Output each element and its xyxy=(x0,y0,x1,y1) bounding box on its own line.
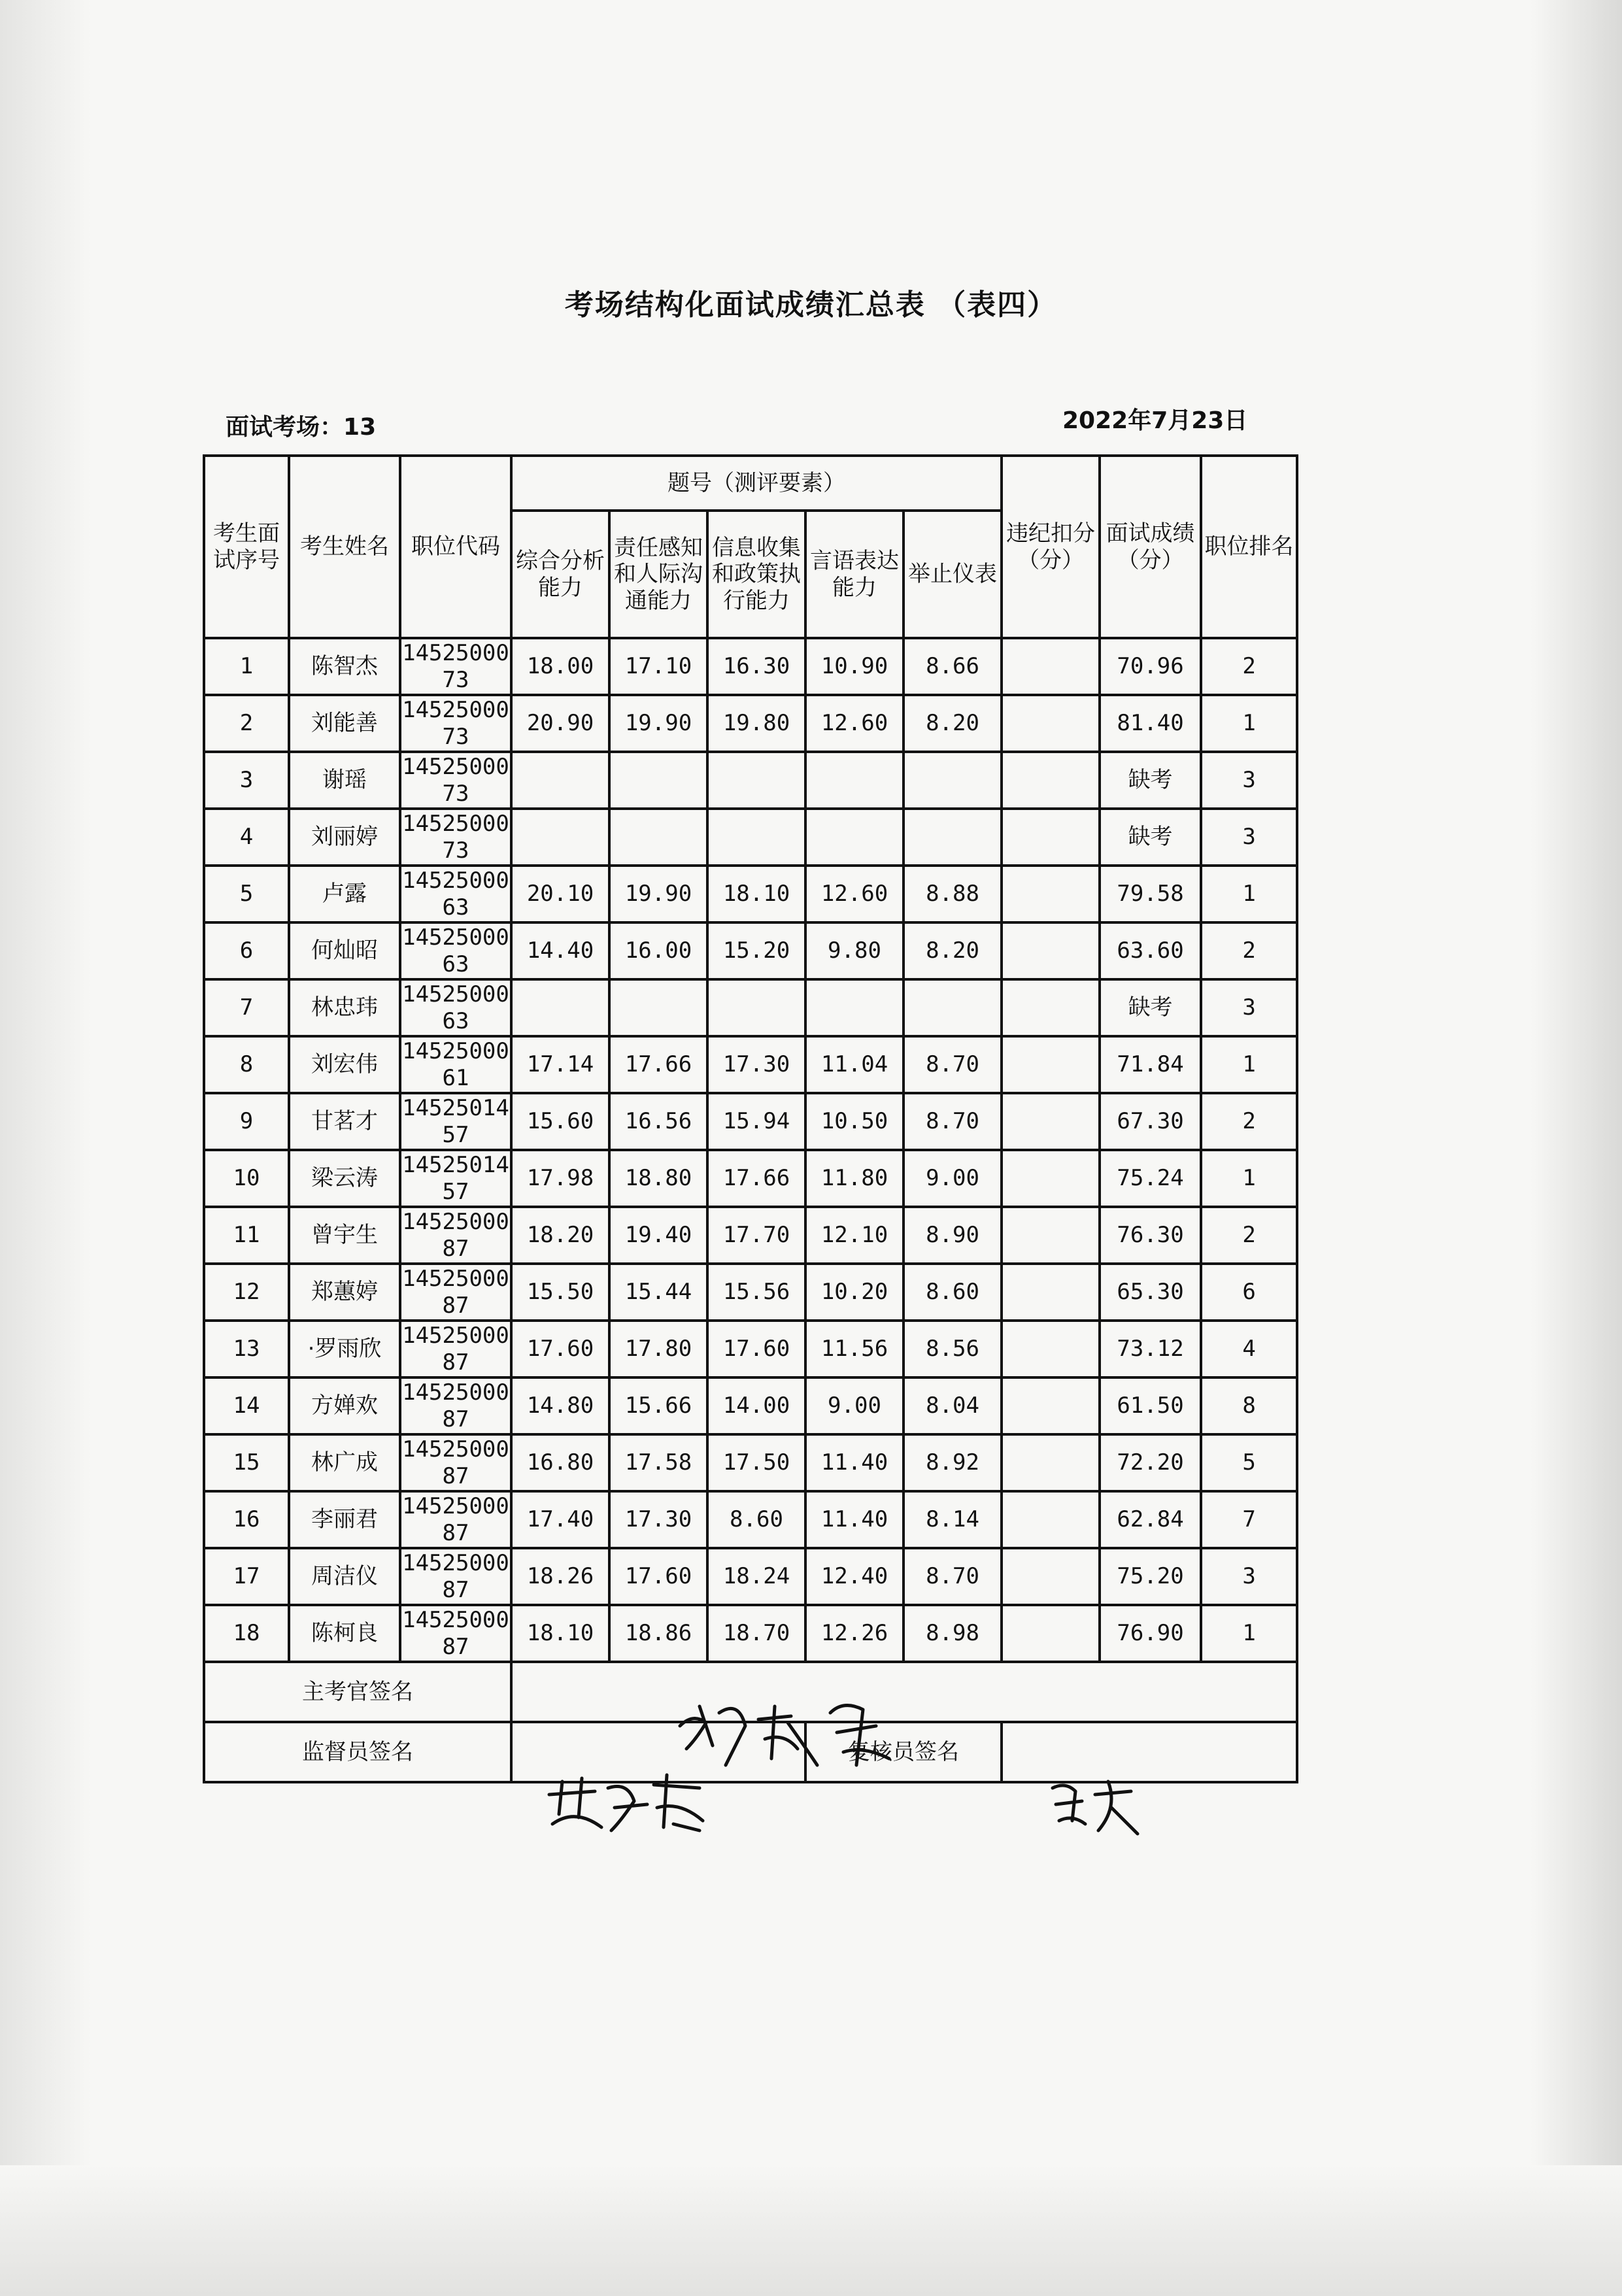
table-row xyxy=(204,752,1297,809)
position-code-cell: 14525014 57 xyxy=(400,1093,511,1150)
header-deduction: 违纪扣分（分） xyxy=(1002,456,1100,638)
rank-cell: 6 xyxy=(1201,1264,1297,1321)
score-cell-2: 19.90 xyxy=(609,695,707,752)
position-code-cell: 14525000 61 xyxy=(400,1036,511,1093)
score-cell-4 xyxy=(805,979,904,1036)
seq-cell: 4 xyxy=(204,809,289,866)
header-rank: 职位排名 xyxy=(1201,456,1297,638)
name-cell: 梁云涛 xyxy=(289,1150,400,1207)
position-code-cell: 14525000 63 xyxy=(400,866,511,922)
score-cell-1: 15.60 xyxy=(511,1093,609,1150)
score-cell-5: 8.60 xyxy=(904,1264,1002,1321)
table-row xyxy=(204,979,1297,1036)
table-row xyxy=(204,1150,1297,1207)
score-cell-4: 12.40 xyxy=(805,1548,904,1605)
position-code-cell: 14525000 87 xyxy=(400,1321,511,1377)
score-cell-4: 10.20 xyxy=(805,1264,904,1321)
name-cell: 方婵欢 xyxy=(289,1377,400,1434)
score-cell-4: 12.60 xyxy=(805,695,904,752)
chief-examiner-label: 主考官签名 xyxy=(204,1662,511,1722)
score-cell-1: 15.50 xyxy=(511,1264,609,1321)
rank-cell: 1 xyxy=(1201,1605,1297,1662)
score-cell-5: 8.98 xyxy=(904,1605,1002,1662)
position-code-cell: 14525000 87 xyxy=(400,1264,511,1321)
score-cell-2: 19.90 xyxy=(609,866,707,922)
score-cell-2: 18.86 xyxy=(609,1605,707,1662)
score-cell-3: 19.80 xyxy=(707,695,805,752)
name-cell: 陈柯良 xyxy=(289,1605,400,1662)
position-code-cell: 14525000 73 xyxy=(400,695,511,752)
seq-cell: 7 xyxy=(204,979,289,1036)
total-score-cell: 72.20 xyxy=(1100,1434,1201,1491)
deduction-cell xyxy=(1002,1548,1100,1605)
score-cell-3: 15.94 xyxy=(707,1093,805,1150)
score-cell-4: 12.10 xyxy=(805,1207,904,1264)
score-cell-5 xyxy=(904,979,1002,1036)
deduction-cell xyxy=(1002,1434,1100,1491)
position-code-cell: 14525014 57 xyxy=(400,1150,511,1207)
seq-cell: 17 xyxy=(204,1548,289,1605)
score-cell-3: 17.50 xyxy=(707,1434,805,1491)
name-cell: 曾宇生 xyxy=(289,1207,400,1264)
score-cell-4: 10.50 xyxy=(805,1093,904,1150)
rank-cell: 8 xyxy=(1201,1377,1297,1434)
venue-number: 13 xyxy=(343,414,377,441)
score-cell-4: 9.00 xyxy=(805,1377,904,1434)
scan-shadow-bottom xyxy=(0,2165,1622,2296)
score-cell-5: 8.66 xyxy=(904,638,1002,695)
header-seq: 考生面试序号 xyxy=(204,456,289,638)
header-topic-1: 综合分析能力 xyxy=(511,511,609,638)
deduction-cell xyxy=(1002,922,1100,979)
score-cell-3: 17.60 xyxy=(707,1321,805,1377)
header-topic-5: 举止仪表 xyxy=(904,511,1002,638)
position-code-cell: 14525000 63 xyxy=(400,922,511,979)
score-cell-5: 8.70 xyxy=(904,1036,1002,1093)
score-cell-1: 18.00 xyxy=(511,638,609,695)
header-topic-3: 信息收集和政策执行能力 xyxy=(707,511,805,638)
score-cell-3: 15.20 xyxy=(707,922,805,979)
score-cell-3: 17.66 xyxy=(707,1150,805,1207)
score-cell-4 xyxy=(805,752,904,809)
total-score-cell: 65.30 xyxy=(1100,1264,1201,1321)
deduction-cell xyxy=(1002,1150,1100,1207)
score-cell-1: 16.80 xyxy=(511,1434,609,1491)
header-topics: 题号（测评要素） xyxy=(511,456,1002,511)
name-cell: 刘能善 xyxy=(289,695,400,752)
scan-shadow-left xyxy=(0,0,92,2296)
position-code-cell: 14525000 73 xyxy=(400,809,511,866)
table-row xyxy=(204,1434,1297,1491)
score-cell-2: 19.40 xyxy=(609,1207,707,1264)
deduction-cell xyxy=(1002,809,1100,866)
rank-cell: 1 xyxy=(1201,1150,1297,1207)
seq-cell: 5 xyxy=(204,866,289,922)
score-cell-1: 14.80 xyxy=(511,1377,609,1434)
table-row xyxy=(204,1093,1297,1150)
total-score-cell: 73.12 xyxy=(1100,1321,1201,1377)
scan-shadow-right xyxy=(1530,0,1622,2296)
score-cell-4: 11.56 xyxy=(805,1321,904,1377)
seq-cell: 12 xyxy=(204,1264,289,1321)
name-cell: 刘丽婷 xyxy=(289,809,400,866)
score-cell-2: 15.44 xyxy=(609,1264,707,1321)
deduction-cell xyxy=(1002,1605,1100,1662)
seq-cell: 13 xyxy=(204,1321,289,1377)
score-cell-4: 11.80 xyxy=(805,1150,904,1207)
score-cell-1: 20.10 xyxy=(511,866,609,922)
score-cell-5 xyxy=(904,752,1002,809)
score-cell-3: 16.30 xyxy=(707,638,805,695)
deduction-cell xyxy=(1002,979,1100,1036)
score-cell-4: 10.90 xyxy=(805,638,904,695)
chief-examiner-signature-cell xyxy=(511,1662,1297,1722)
header-score: 面试成绩（分） xyxy=(1100,456,1201,638)
reviewer-signature xyxy=(1046,1775,1144,1840)
position-code-cell: 14525000 63 xyxy=(400,979,511,1036)
score-cell-1: 17.14 xyxy=(511,1036,609,1093)
score-cell-3 xyxy=(707,979,805,1036)
score-cell-5: 8.88 xyxy=(904,866,1002,922)
score-cell-2 xyxy=(609,752,707,809)
name-cell: 甘茗才 xyxy=(289,1093,400,1150)
total-score-cell: 79.58 xyxy=(1100,866,1201,922)
score-cell-3: 15.56 xyxy=(707,1264,805,1321)
total-score-cell: 75.24 xyxy=(1100,1150,1201,1207)
table-row xyxy=(204,922,1297,979)
score-cell-2: 17.66 xyxy=(609,1036,707,1093)
table-row xyxy=(204,1264,1297,1321)
score-cell-5: 8.70 xyxy=(904,1548,1002,1605)
total-score-cell: 76.30 xyxy=(1100,1207,1201,1264)
total-score-cell: 缺考 xyxy=(1100,979,1201,1036)
deduction-cell xyxy=(1002,1321,1100,1377)
seq-cell: 11 xyxy=(204,1207,289,1264)
name-cell: 周洁仪 xyxy=(289,1548,400,1605)
score-cell-2: 17.30 xyxy=(609,1491,707,1548)
header-topic-4: 言语表达能力 xyxy=(805,511,904,638)
deduction-cell xyxy=(1002,1264,1100,1321)
score-cell-1: 18.10 xyxy=(511,1605,609,1662)
exam-date: 2022年7月23日 xyxy=(1062,407,1248,434)
table-row xyxy=(204,1036,1297,1093)
name-cell: 何灿昭 xyxy=(289,922,400,979)
score-cell-1: 20.90 xyxy=(511,695,609,752)
rank-cell: 2 xyxy=(1201,1207,1297,1264)
supervisor-label: 监督员签名 xyxy=(204,1722,511,1782)
total-score-cell: 缺考 xyxy=(1100,752,1201,809)
name-cell: 林广成 xyxy=(289,1434,400,1491)
rank-cell: 1 xyxy=(1201,866,1297,922)
score-cell-4: 11.40 xyxy=(805,1434,904,1491)
table-row xyxy=(204,866,1297,922)
rank-cell: 2 xyxy=(1201,638,1297,695)
score-cell-5: 8.92 xyxy=(904,1434,1002,1491)
score-cell-3: 18.70 xyxy=(707,1605,805,1662)
table-row xyxy=(204,1491,1297,1548)
seq-cell: 14 xyxy=(204,1377,289,1434)
position-code-cell: 14525000 87 xyxy=(400,1434,511,1491)
deduction-cell xyxy=(1002,638,1100,695)
score-cell-5 xyxy=(904,809,1002,866)
deduction-cell xyxy=(1002,866,1100,922)
deduction-cell xyxy=(1002,1036,1100,1093)
score-table-body xyxy=(204,638,1297,1662)
score-cell-2 xyxy=(609,809,707,866)
table-row xyxy=(204,809,1297,866)
table-row xyxy=(204,638,1297,695)
name-cell: 卢露 xyxy=(289,866,400,922)
score-cell-5: 9.00 xyxy=(904,1150,1002,1207)
rank-cell: 2 xyxy=(1201,922,1297,979)
reviewer-label: 复核员签名 xyxy=(805,1722,1002,1782)
deduction-cell xyxy=(1002,752,1100,809)
total-score-cell: 63.60 xyxy=(1100,922,1201,979)
name-cell: 刘宏伟 xyxy=(289,1036,400,1093)
score-cell-5: 8.14 xyxy=(904,1491,1002,1548)
score-cell-3 xyxy=(707,809,805,866)
position-code-cell: 14525000 87 xyxy=(400,1491,511,1548)
score-cell-2: 18.80 xyxy=(609,1150,707,1207)
score-cell-1 xyxy=(511,809,609,866)
deduction-cell xyxy=(1002,1491,1100,1548)
seq-cell: 10 xyxy=(204,1150,289,1207)
score-cell-1: 18.20 xyxy=(511,1207,609,1264)
total-score-cell: 81.40 xyxy=(1100,695,1201,752)
score-cell-2: 15.66 xyxy=(609,1377,707,1434)
score-cell-1: 17.40 xyxy=(511,1491,609,1548)
name-cell: ·罗雨欣 xyxy=(289,1321,400,1377)
score-cell-3: 17.30 xyxy=(707,1036,805,1093)
score-cell-1 xyxy=(511,979,609,1036)
position-code-cell: 14525000 87 xyxy=(400,1605,511,1662)
rank-cell: 2 xyxy=(1201,1093,1297,1150)
position-code-cell: 14525000 87 xyxy=(400,1377,511,1434)
score-cell-1: 17.60 xyxy=(511,1321,609,1377)
score-cell-4 xyxy=(805,809,904,866)
seq-cell: 8 xyxy=(204,1036,289,1093)
total-score-cell: 75.20 xyxy=(1100,1548,1201,1605)
score-cell-5: 8.70 xyxy=(904,1093,1002,1150)
position-code-cell: 14525000 87 xyxy=(400,1548,511,1605)
deduction-cell xyxy=(1002,1377,1100,1434)
seq-cell: 3 xyxy=(204,752,289,809)
total-score-cell: 71.84 xyxy=(1100,1036,1201,1093)
score-cell-1 xyxy=(511,752,609,809)
total-score-cell: 缺考 xyxy=(1100,809,1201,866)
total-score-cell: 61.50 xyxy=(1100,1377,1201,1434)
seq-cell: 9 xyxy=(204,1093,289,1150)
deduction-cell xyxy=(1002,695,1100,752)
total-score-cell: 62.84 xyxy=(1100,1491,1201,1548)
table-row xyxy=(204,1321,1297,1377)
rank-cell: 4 xyxy=(1201,1321,1297,1377)
score-cell-2 xyxy=(609,979,707,1036)
score-cell-4: 11.40 xyxy=(805,1491,904,1548)
seq-cell: 2 xyxy=(204,695,289,752)
rank-cell: 7 xyxy=(1201,1491,1297,1548)
position-code-cell: 14525000 73 xyxy=(400,638,511,695)
score-cell-3: 18.24 xyxy=(707,1548,805,1605)
deduction-cell xyxy=(1002,1207,1100,1264)
score-cell-1: 17.98 xyxy=(511,1150,609,1207)
score-cell-2: 17.58 xyxy=(609,1434,707,1491)
score-cell-4: 12.60 xyxy=(805,866,904,922)
name-cell: 谢瑶 xyxy=(289,752,400,809)
score-cell-5: 8.56 xyxy=(904,1321,1002,1377)
score-cell-2: 16.56 xyxy=(609,1093,707,1150)
total-score-cell: 70.96 xyxy=(1100,638,1201,695)
score-cell-2: 16.00 xyxy=(609,922,707,979)
seq-cell: 1 xyxy=(204,638,289,695)
name-cell: 陈智杰 xyxy=(289,638,400,695)
deduction-cell xyxy=(1002,1093,1100,1150)
name-cell: 李丽君 xyxy=(289,1491,400,1548)
score-cell-1: 18.26 xyxy=(511,1548,609,1605)
header-topic-2: 责任感知和人际沟通能力 xyxy=(609,511,707,638)
exam-venue xyxy=(226,409,376,442)
table-row xyxy=(204,1207,1297,1264)
score-cell-2: 17.60 xyxy=(609,1548,707,1605)
score-cell-2: 17.80 xyxy=(609,1321,707,1377)
score-cell-3 xyxy=(707,752,805,809)
total-score-cell: 67.30 xyxy=(1100,1093,1201,1150)
table-row xyxy=(204,1377,1297,1434)
score-cell-5: 8.20 xyxy=(904,922,1002,979)
header-row-1 xyxy=(204,456,1297,511)
score-cell-4: 9.80 xyxy=(805,922,904,979)
rank-cell: 5 xyxy=(1201,1434,1297,1491)
score-cell-3: 8.60 xyxy=(707,1491,805,1548)
score-table xyxy=(203,454,1298,1783)
header-position-code: 职位代码 xyxy=(400,456,511,638)
venue-label: 面试考场： xyxy=(226,414,344,441)
score-cell-3: 17.70 xyxy=(707,1207,805,1264)
document-title: 考场结构化面试成绩汇总表 （表四） xyxy=(564,288,1058,322)
rank-cell: 1 xyxy=(1201,695,1297,752)
seq-cell: 6 xyxy=(204,922,289,979)
rank-cell: 1 xyxy=(1201,1036,1297,1093)
seq-cell: 15 xyxy=(204,1434,289,1491)
name-cell: 林忠玮 xyxy=(289,979,400,1036)
score-cell-1: 14.40 xyxy=(511,922,609,979)
score-cell-5: 8.04 xyxy=(904,1377,1002,1434)
rank-cell: 3 xyxy=(1201,809,1297,866)
name-cell: 郑蕙婷 xyxy=(289,1264,400,1321)
table-row xyxy=(204,1605,1297,1662)
score-cell-2: 17.10 xyxy=(609,638,707,695)
table-row xyxy=(204,1548,1297,1605)
score-cell-5: 8.20 xyxy=(904,695,1002,752)
score-cell-3: 14.00 xyxy=(707,1377,805,1434)
reviewer-signature-cell xyxy=(1002,1722,1297,1782)
score-cell-4: 11.04 xyxy=(805,1036,904,1093)
position-code-cell: 14525000 87 xyxy=(400,1207,511,1264)
supervisor-signature xyxy=(543,1768,713,1840)
position-code-cell: 14525000 73 xyxy=(400,752,511,809)
rank-cell: 3 xyxy=(1201,752,1297,809)
score-cell-5: 8.90 xyxy=(904,1207,1002,1264)
score-cell-3: 18.10 xyxy=(707,866,805,922)
table-row xyxy=(204,695,1297,752)
header-name: 考生姓名 xyxy=(289,456,400,638)
seq-cell: 16 xyxy=(204,1491,289,1548)
score-cell-4: 12.26 xyxy=(805,1605,904,1662)
rank-cell: 3 xyxy=(1201,979,1297,1036)
seq-cell: 18 xyxy=(204,1605,289,1662)
total-score-cell: 76.90 xyxy=(1100,1605,1201,1662)
rank-cell: 3 xyxy=(1201,1548,1297,1605)
